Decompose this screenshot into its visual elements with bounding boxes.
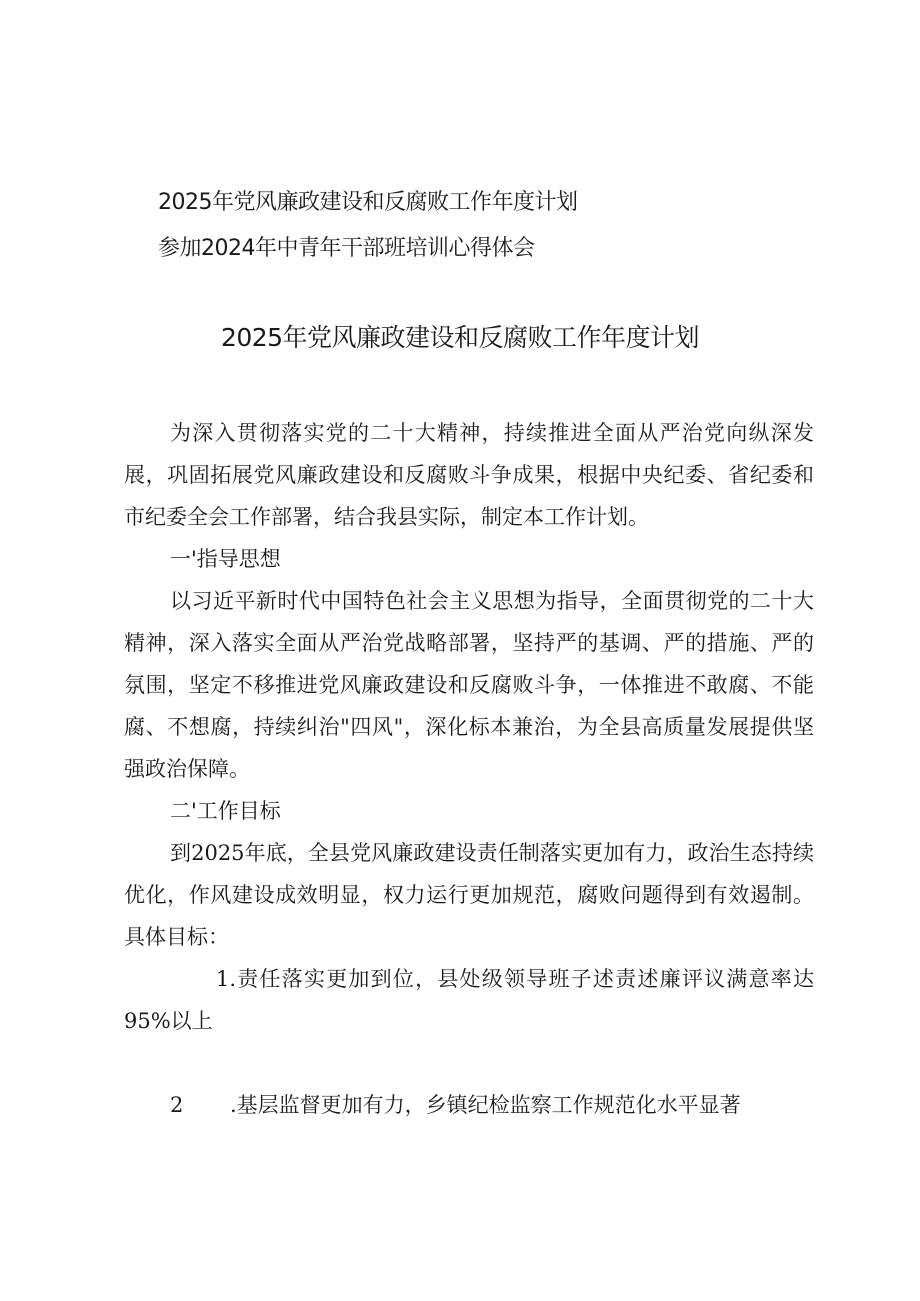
- goal-item: [124, 958, 814, 1042]
- intro-paragraph: 为深入贯彻落实党的二十大精神，持续推进全面从严治党向纵深发展，巩固拓展党风廉政建设和反腐败斗争成果，根据中央纪委、省纪委和市纪委全会工作部署，结合我县实际，制定本工作计划。: [124, 421, 814, 529]
- section-heading-work-goals: 二'工作目标: [170, 799, 281, 823]
- goal-item-number: 1: [216, 967, 230, 991]
- goal-item-text: .基层监督更加有力，乡镇纪检监察工作规范化水平显著: [230, 1093, 741, 1117]
- goal-item-text: .责任落实更加到位，县处级领导班子述责述廉评议满意率达95%以上: [124, 967, 814, 1033]
- toc-entry-training-reflection[interactable]: 参加2024年中青年干部班培训心得体会: [158, 236, 535, 261]
- toc-entry-annual-plan[interactable]: 2025年党风廉政建设和反腐败工作年度计划: [158, 190, 578, 215]
- document-title: 2025年党风廉政建设和反腐败工作年度计划: [220, 323, 700, 352]
- document-body: [124, 412, 814, 1126]
- table-of-contents: [158, 180, 578, 272]
- goal-item-number: 2: [170, 1093, 184, 1117]
- goal-item: [124, 1084, 814, 1126]
- section-paragraph-work-goals: 到2025年底，全县党风廉政建设责任制落实更加有力，政治生态持续优化，作风建设成效明显，权力运行更加规范，腐败问题得到有效遏制。具体目标：: [124, 841, 814, 949]
- section-paragraph-guiding-ideology: 以习近平新时代中国特色社会主义思想为指导，全面贯彻党的二十大精神，深入落实全面从严治党战略部署，坚持严的基调、严的措施、严的氛围，坚定不移推进党风廉政建设和反腐败斗争，一体推进不敢腐、不能腐、不想腐，持续纠治"四风"，深化标本兼治，为全县高质量发展提供坚强政治保障。: [124, 589, 814, 781]
- section-heading-guiding-ideology: 一'指导思想: [170, 547, 281, 571]
